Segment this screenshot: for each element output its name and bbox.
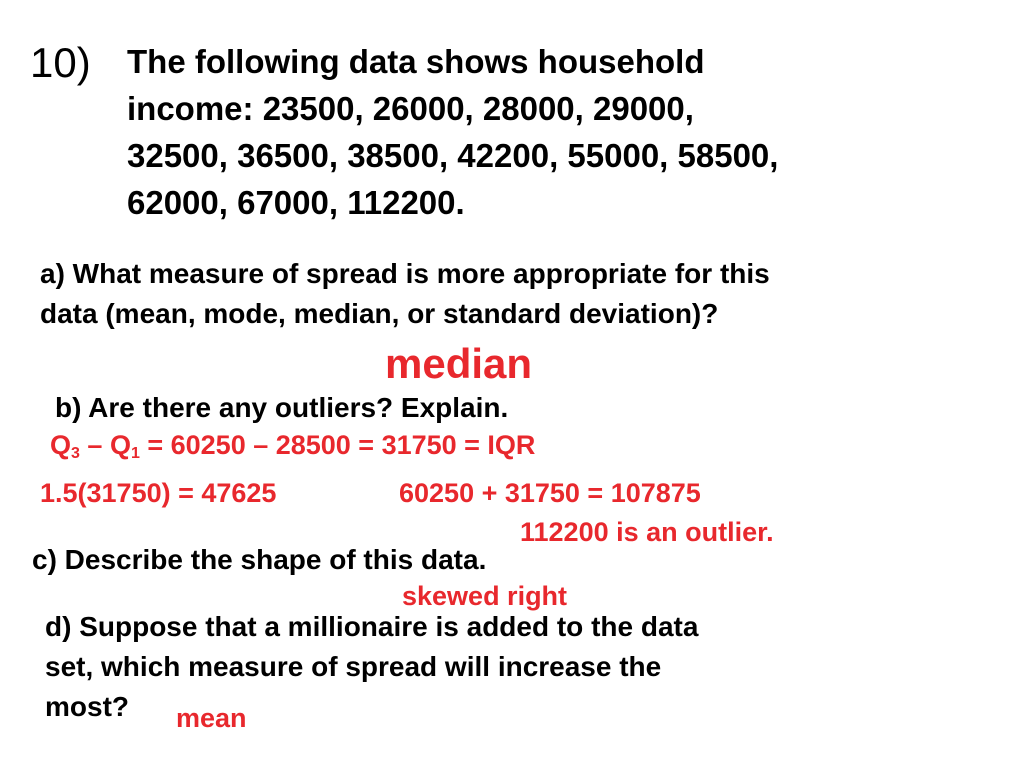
part-d-line: d) Suppose that a millionaire is added to the data (45, 611, 699, 642)
q3-symbol: Q (50, 430, 72, 460)
question-stem-line: 32500, 36500, 38500, 42200, 55000, 58500, (127, 137, 779, 174)
part-b-iqr-line (50, 428, 535, 462)
question-number: 10) (30, 39, 91, 86)
part-b-question: b) Are there any outliers? Explain. (55, 392, 509, 423)
part-b-conclusion: 112200 is an outlier. (520, 517, 774, 547)
question-stem-line: The following data shows household (127, 43, 705, 80)
part-a-line: a) What measure of spread is more appropriate for this (40, 258, 770, 289)
q1-subscript: 1 (130, 445, 140, 462)
question-stem-line: 62000, 67000, 112200. (127, 184, 465, 221)
iqr-equation: = 60250 – 28500 = 31750 = IQR (139, 430, 536, 460)
part-d-line: set, which measure of spread will increase the (45, 651, 662, 682)
part-b-upper-fence: 60250 + 31750 = 107875 (399, 478, 701, 508)
question-stem (127, 38, 778, 226)
part-d-question (45, 607, 698, 727)
part-a-question (40, 254, 770, 334)
part-d-line: most? (45, 691, 129, 722)
q1-symbol: – Q (79, 430, 131, 460)
part-b-fence-calc: 1.5(31750) = 47625 (40, 478, 277, 508)
part-c-question: c) Describe the shape of this data. (32, 544, 487, 575)
part-a-line: data (mean, mode, median, or standard deviation)? (40, 298, 719, 329)
part-a-answer: median (385, 340, 533, 387)
part-c-answer: skewed right (402, 581, 568, 611)
q3-subscript: 3 (71, 445, 80, 462)
question-stem-line: income: 23500, 26000, 28000, 29000, (127, 90, 694, 127)
part-d-answer: mean (176, 703, 247, 733)
